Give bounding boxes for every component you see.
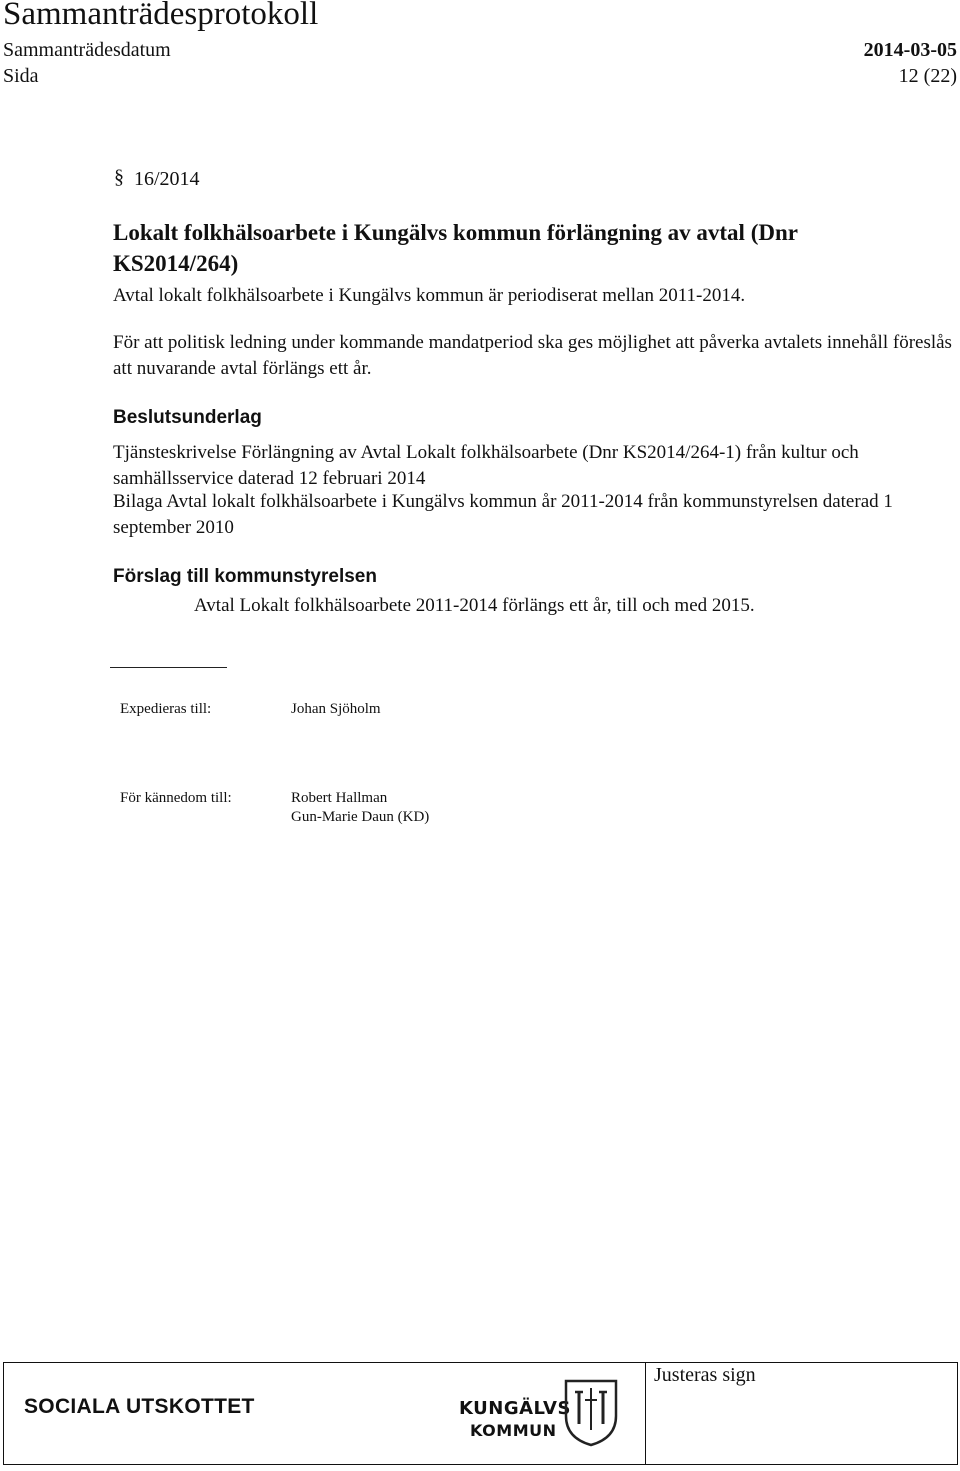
- send-to-name: Johan Sjöholm: [291, 701, 381, 717]
- meeting-date-value: 2014-03-05: [863, 39, 957, 61]
- recipient-name: Robert Hallman: [291, 790, 388, 806]
- basis-heading: Beslutsunderlag: [113, 407, 262, 428]
- page-number: 12 (22): [898, 65, 957, 87]
- page-label: Sida: [3, 65, 39, 87]
- intro-paragraph: För att politisk ledning under kommande mandatperiod ska ges möjlighet att påverka avtalets innehåll föreslås att nuvarande avtal förlängs ett år.: [113, 332, 952, 379]
- basis-item: Tjänsteskrivelse Förlängning av Avtal Lokalt folkhälsoarbete (Dnr KS2014/264-1) från kultur och samhällsservice daterad 12 februari 2014: [113, 442, 859, 489]
- footer-divider: [645, 1362, 646, 1465]
- item-heading: Lokalt folkhälsoarbete i Kungälvs kommun förlängning av avtal (Dnr KS2014/264): [113, 220, 798, 276]
- for-information-names: [291, 789, 429, 827]
- meeting-date-label: Sammanträdesdatum: [3, 39, 171, 61]
- section-mark: §: [114, 166, 124, 188]
- signature-label: Justeras sign: [654, 1364, 756, 1386]
- for-information-label: För kännedom till:: [120, 790, 232, 806]
- basis-item: Bilaga Avtal lokalt folkhälsoarbete i Kungälvs kommun år 2011-2014 från kommunstyrelsen daterad 1 september 2010: [113, 491, 893, 538]
- send-to-label: Expedieras till:: [120, 701, 212, 717]
- case-number: 16/2014: [134, 168, 200, 190]
- proposal-heading: Förslag till kommunstyrelsen: [113, 566, 377, 587]
- document-title: Sammanträdesprotokoll: [3, 0, 319, 32]
- committee-name: SOCIALA UTSKOTTET: [24, 1395, 255, 1418]
- municipality-logo-text: KOMMUN: [470, 1421, 557, 1440]
- coat-of-arms-icon: [563, 1378, 619, 1448]
- municipality-logo-text: KUNGÄLVS: [459, 1398, 571, 1419]
- recipient-name: Gun-Marie Daun (KD): [291, 809, 430, 825]
- separator-line: [110, 667, 227, 668]
- intro-paragraph: Avtal lokalt folkhälsoarbete i Kungälvs kommun är periodiserat mellan 2011-2014.: [113, 285, 746, 306]
- proposal-text: Avtal Lokalt folkhälsoarbete 2011-2014 förlängs ett år, till och med 2015.: [194, 595, 755, 616]
